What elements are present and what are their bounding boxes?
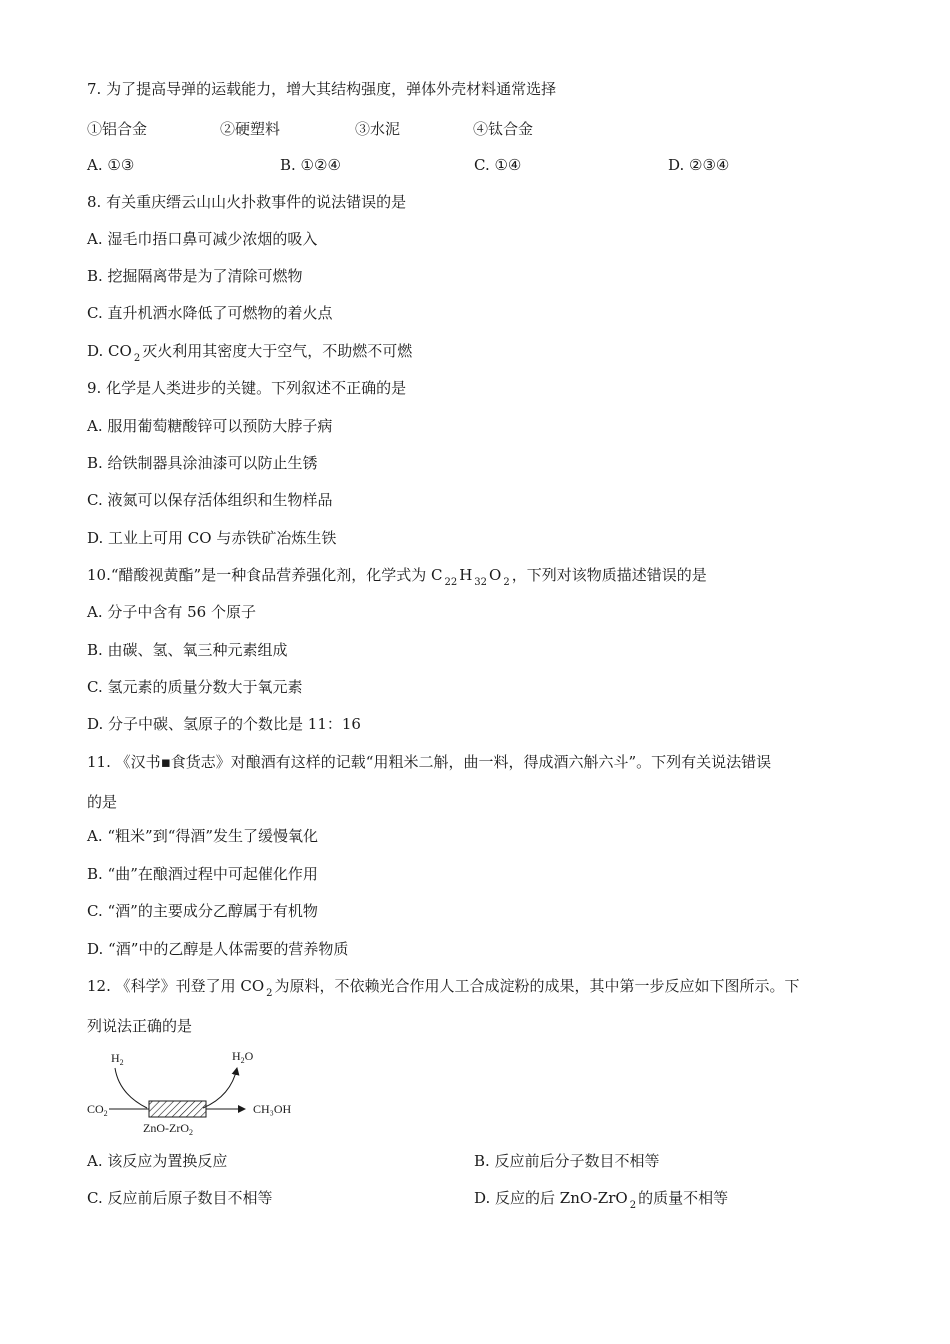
q11-option-c: C. “酒”的主要成分乙醇属于有机物 <box>87 902 318 920</box>
ch3oh-label: CH₃OH <box>253 1102 292 1116</box>
q9-option-d: D. 工业上可用 CO 与赤铁矿冶炼生铁 <box>87 529 337 547</box>
q10-option-b: B. 由碳、氢、氧三种元素组成 <box>87 641 288 659</box>
q8-d-post: 灭火利用其密度大于空气，不助燃不可燃 <box>142 342 413 360</box>
q11-option-b: B. “曲”在酿酒过程中可起催化作用 <box>87 865 318 883</box>
q8-stem: 8. 有关重庆缙云山山火扑救事件的说法错误的是 <box>87 193 407 211</box>
q8-option-b: B. 挖掘隔离带是为了清除可燃物 <box>87 267 303 285</box>
q12-option-d <box>474 1188 728 1216</box>
q7-material-2: ②硬塑料 <box>220 120 281 138</box>
q10-h: H <box>459 566 473 584</box>
q10-option-d: D. 分子中碳、氢原子的个数比是 11：16 <box>87 715 361 733</box>
q10-stem-post: ，下列对该物质描述错误的是 <box>511 566 707 584</box>
h2o-label: $H_2O$ <box>232 1049 254 1065</box>
q7-stem: 7. 为了提高导弹的运载能力，增大其结构强度，弹体外壳材料通常选择 <box>87 80 557 98</box>
q11-stem-line1: 11. 《汉书▪食货志》对酿酒有这样的记载“用粗米二斛，曲一料，得成酒六斛六斗”。下列有关说法错误 <box>87 753 772 771</box>
q7-material-1: ①铝合金 <box>87 120 148 138</box>
q9-option-c: C. 液氮可以保存活体组织和生物样品 <box>87 491 333 509</box>
q10-o: O <box>489 566 502 584</box>
co2-label: $CO_2$ <box>87 1102 108 1118</box>
q12-d-sub: 2 <box>629 1200 637 1211</box>
q11-stem-line2: 的是 <box>87 793 118 811</box>
q12-d-post: 的质量不相等 <box>638 1189 729 1207</box>
h2-in-curve <box>115 1068 147 1108</box>
q12-stem-line2: 列说法正确的是 <box>87 1017 193 1035</box>
q8-option-c: C. 直升机洒水降低了可燃物的着火点 <box>87 304 333 322</box>
q10-sub-c: 22 <box>444 577 458 588</box>
q7-material-4: ④钛合金 <box>473 120 534 138</box>
q10-stem <box>87 565 707 593</box>
q10-sub-h: 32 <box>474 577 488 588</box>
q11-option-a: A. “粗米”到“得酒”发生了缓慢氧化 <box>87 827 319 845</box>
q8-d-pre: D. CO <box>87 342 132 360</box>
q11-option-d: D. “酒”中的乙醇是人体需要的营养物质 <box>87 940 349 958</box>
q10-sub-o: 2 <box>503 577 510 588</box>
q10-option-c: C. 氢元素的质量分数大于氧元素 <box>87 678 303 696</box>
h2o-out-arrow <box>203 1068 237 1108</box>
q9-stem: 9. 化学是人类进步的关键。下列叙述不正确的是 <box>87 379 407 397</box>
q12-option-b: B. 反应前后分子数目不相等 <box>474 1152 660 1170</box>
q8-option-d <box>87 341 412 369</box>
q7-option-a: A. ①③ <box>87 156 135 174</box>
q9-option-a: A. 服用葡萄糖酸锌可以预防大脖子病 <box>87 417 333 435</box>
q10-option-a: A. 分子中含有 56 个原子 <box>87 603 256 621</box>
q9-option-b: B. 给铁制器具涂油漆可以防止生锈 <box>87 454 318 472</box>
h2-label: $H_2$ <box>111 1051 124 1067</box>
q7-option-b: B. ①②④ <box>280 156 341 174</box>
q12-stem-line1 <box>87 976 800 1004</box>
q12-d-pre: D. 反应的后 ZnO-ZrO <box>474 1189 628 1207</box>
q12-stem-sub: 2 <box>266 988 273 999</box>
q12-stem-pre: 12. 《科学》刊登了用 CO <box>87 977 265 995</box>
q7-material-3: ③水泥 <box>355 120 401 138</box>
q12-option-a: A. 该反应为置换反应 <box>87 1152 228 1170</box>
q8-d-sub: 2 <box>133 353 141 364</box>
q7-option-d: D. ②③④ <box>668 156 730 174</box>
q12-option-c: C. 反应前后原子数目不相等 <box>87 1189 273 1207</box>
catalyst-box <box>149 1101 206 1117</box>
catalyst-label: ZnO-ZrO$_2$ <box>143 1121 193 1137</box>
q10-stem-pre: 10.“醋酸视黄酯”是一种食品营养强化剂，化学式为 C <box>87 566 443 584</box>
q12-stem-post: 为原料，不依赖光合作用人工合成淀粉的成果，其中第一步反应如下图所示。下 <box>274 977 800 995</box>
reaction-diagram <box>85 1048 310 1140</box>
q7-option-c: C. ①④ <box>474 156 522 174</box>
q8-option-a: A. 湿毛巾捂口鼻可减少浓烟的吸入 <box>87 230 318 248</box>
